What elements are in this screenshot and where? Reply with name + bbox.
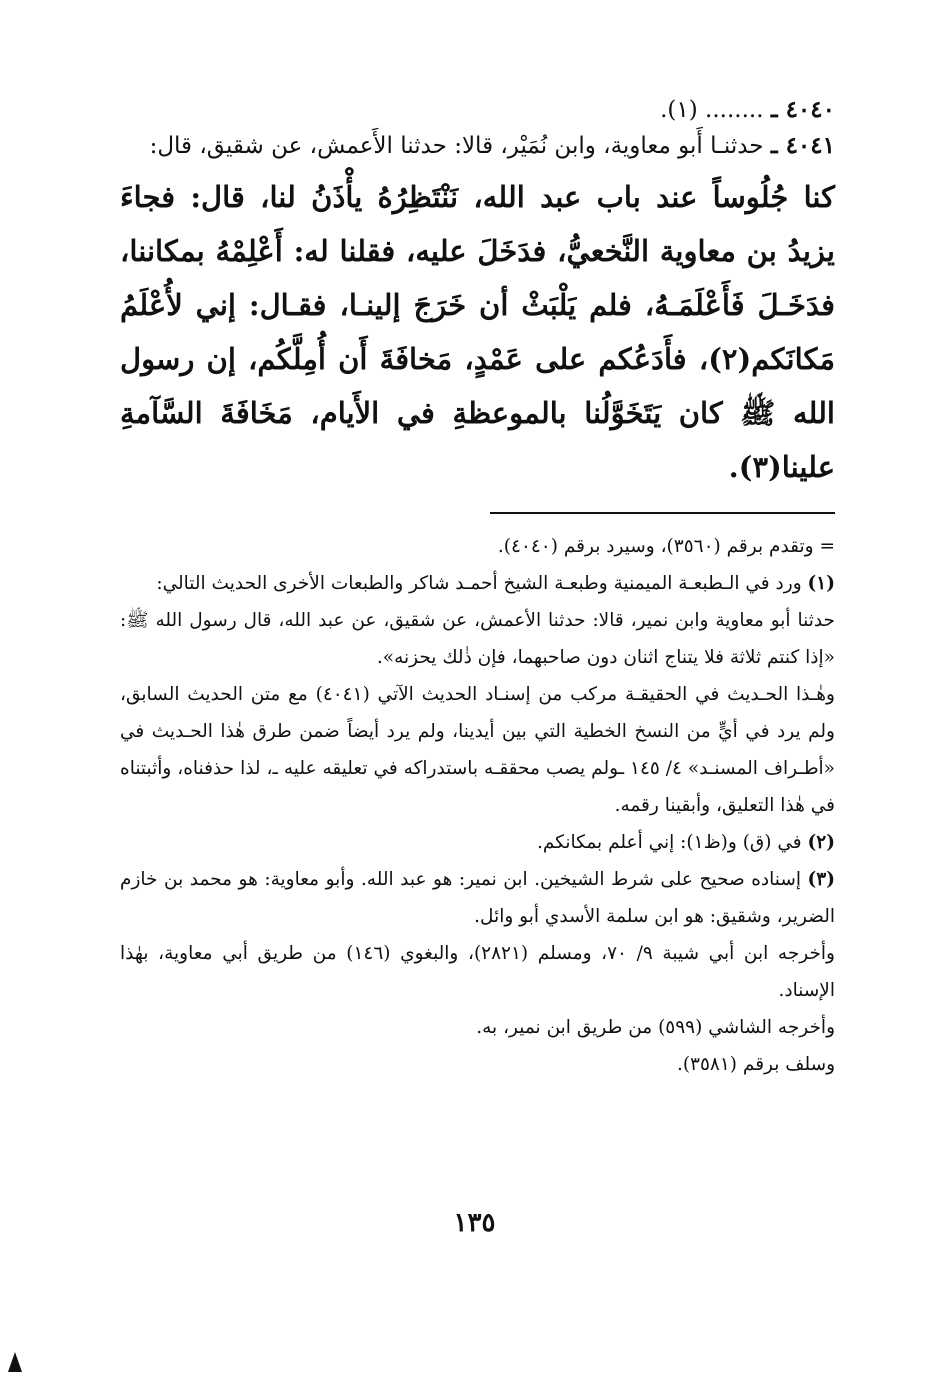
page-body (120, 92, 835, 1083)
footnote-text: إسناده صحيح على شرط الشيخين. ابن نمير: هو عبد الله. وأبو معاوية: هو محمد بن خازم الضرير، وشقيق: هو ابن سلمة الأسدي أبو وائل. (120, 869, 835, 927)
page-number: ١٣٥ (453, 1208, 496, 1238)
footnote-continuation: = وتقدم برقم (٣٥٦٠)، وسيرد برقم (٤٠٤٠). (497, 536, 835, 557)
hadith-text: ........ (١). (660, 97, 764, 123)
footnotes (120, 528, 835, 1083)
isnad-text: حدثنـا أَبو معاوية، وابن نُمَيْر، قالا: حدثنا الأَعمش، عن شقيق، قال: (149, 133, 764, 159)
footnote-3-takhrij: وأخرجه ابن أبي شيبة ٩/ ٧٠، ومسلم (٢٨٢١)، والبغوي (١٤٦) من طريق أبي معاوية، بهٰذا الإسناد. (120, 943, 835, 1001)
footnote-1-hadith: حدثنا أبو معاوية وابن نمير، قالا: حدثنا الأعمش، عن شقيق، عن عبد الله، قال رسول الله ﷺ: «إذا كنتم ثلاثة فلا يتناج اثنان دون صاحبهما، فإن ذٰلك يحزنه». (120, 610, 835, 668)
footnote-separator (490, 512, 835, 514)
footnote-label: (٢) (807, 832, 835, 853)
footnote-3-shashi: وأخرجه الشاشي (٥٩٩) من طريق ابن نمير، به. (476, 1017, 835, 1038)
footnote-label: (٣) (807, 869, 835, 890)
hadith-4040 (120, 92, 835, 128)
footnote-3 (120, 861, 835, 935)
footnote-1-intro (120, 565, 835, 602)
footnote-text: في (ق) و(ظ١): إني أعلم بمكانكم. (536, 832, 802, 853)
footnote-label: (١) (807, 573, 835, 594)
footnote-3-cross-ref: وسلف برقم (٣٥٨١). (676, 1054, 835, 1075)
footnote-text: ورد في الـطبعـة الميمنية وطبعـة الشيخ أحمـد شاكر والطبعات الأخرى الحديث التالي: (156, 573, 802, 594)
hadith-4041-isnad (120, 128, 835, 164)
hadith-number: ٤٠٤٠ ـ (770, 96, 835, 123)
footnote-2 (120, 824, 835, 861)
hadith-number: ٤٠٤١ ـ (770, 132, 835, 159)
footnote-1-note: وهٰـذا الحـديث في الحقيقـة مركب من إسنـاد الحديث الآتي (٤٠٤١) مع متن الحديث السابق، ولم يرد في أيٍّ من النسخ الخطية التي بين أيدينا، ولم يرد أيضاً ضمن طرق هٰذا الحـديث في «أطـراف المسنـد» ٤/ ١٤٥ ـولم يصب محققـه باستدراكه في تعليقه عليه ـ، لذا حذفناه، وأثبتناه في هٰذا التعليق، وأبقينا رقمه. (120, 684, 835, 816)
corner-mark (8, 1352, 22, 1372)
hadith-4041-matn: كنا جُلُوساً عند باب عبد الله، نَنْتَظِرُهُ يأْذَنُ لنا، قال: فجاءَ يزيدُ بن معاوية النَّخعيُّ، فدَخَلَ عليه، فقلنا له: أَعْلِمْهُ بمكاننا، فدَخَـلَ فَأَعْلَمَـهُ، فلم يَلْبَثْ أن خَرَجَ إلينـا، فقـال: إني لأُعْلَمُ مَكانَكم(٢)، فأَدَعُكم على عَمْدٍ، مَخافَةَ أَن أُمِلَّكُم، إن رسول الله ﷺ كان يَتَخَوَّلُنا بالموعظةِ في الأَيام، مَخَافَةَ السَّآمةِ علينا(٣). (120, 180, 835, 484)
